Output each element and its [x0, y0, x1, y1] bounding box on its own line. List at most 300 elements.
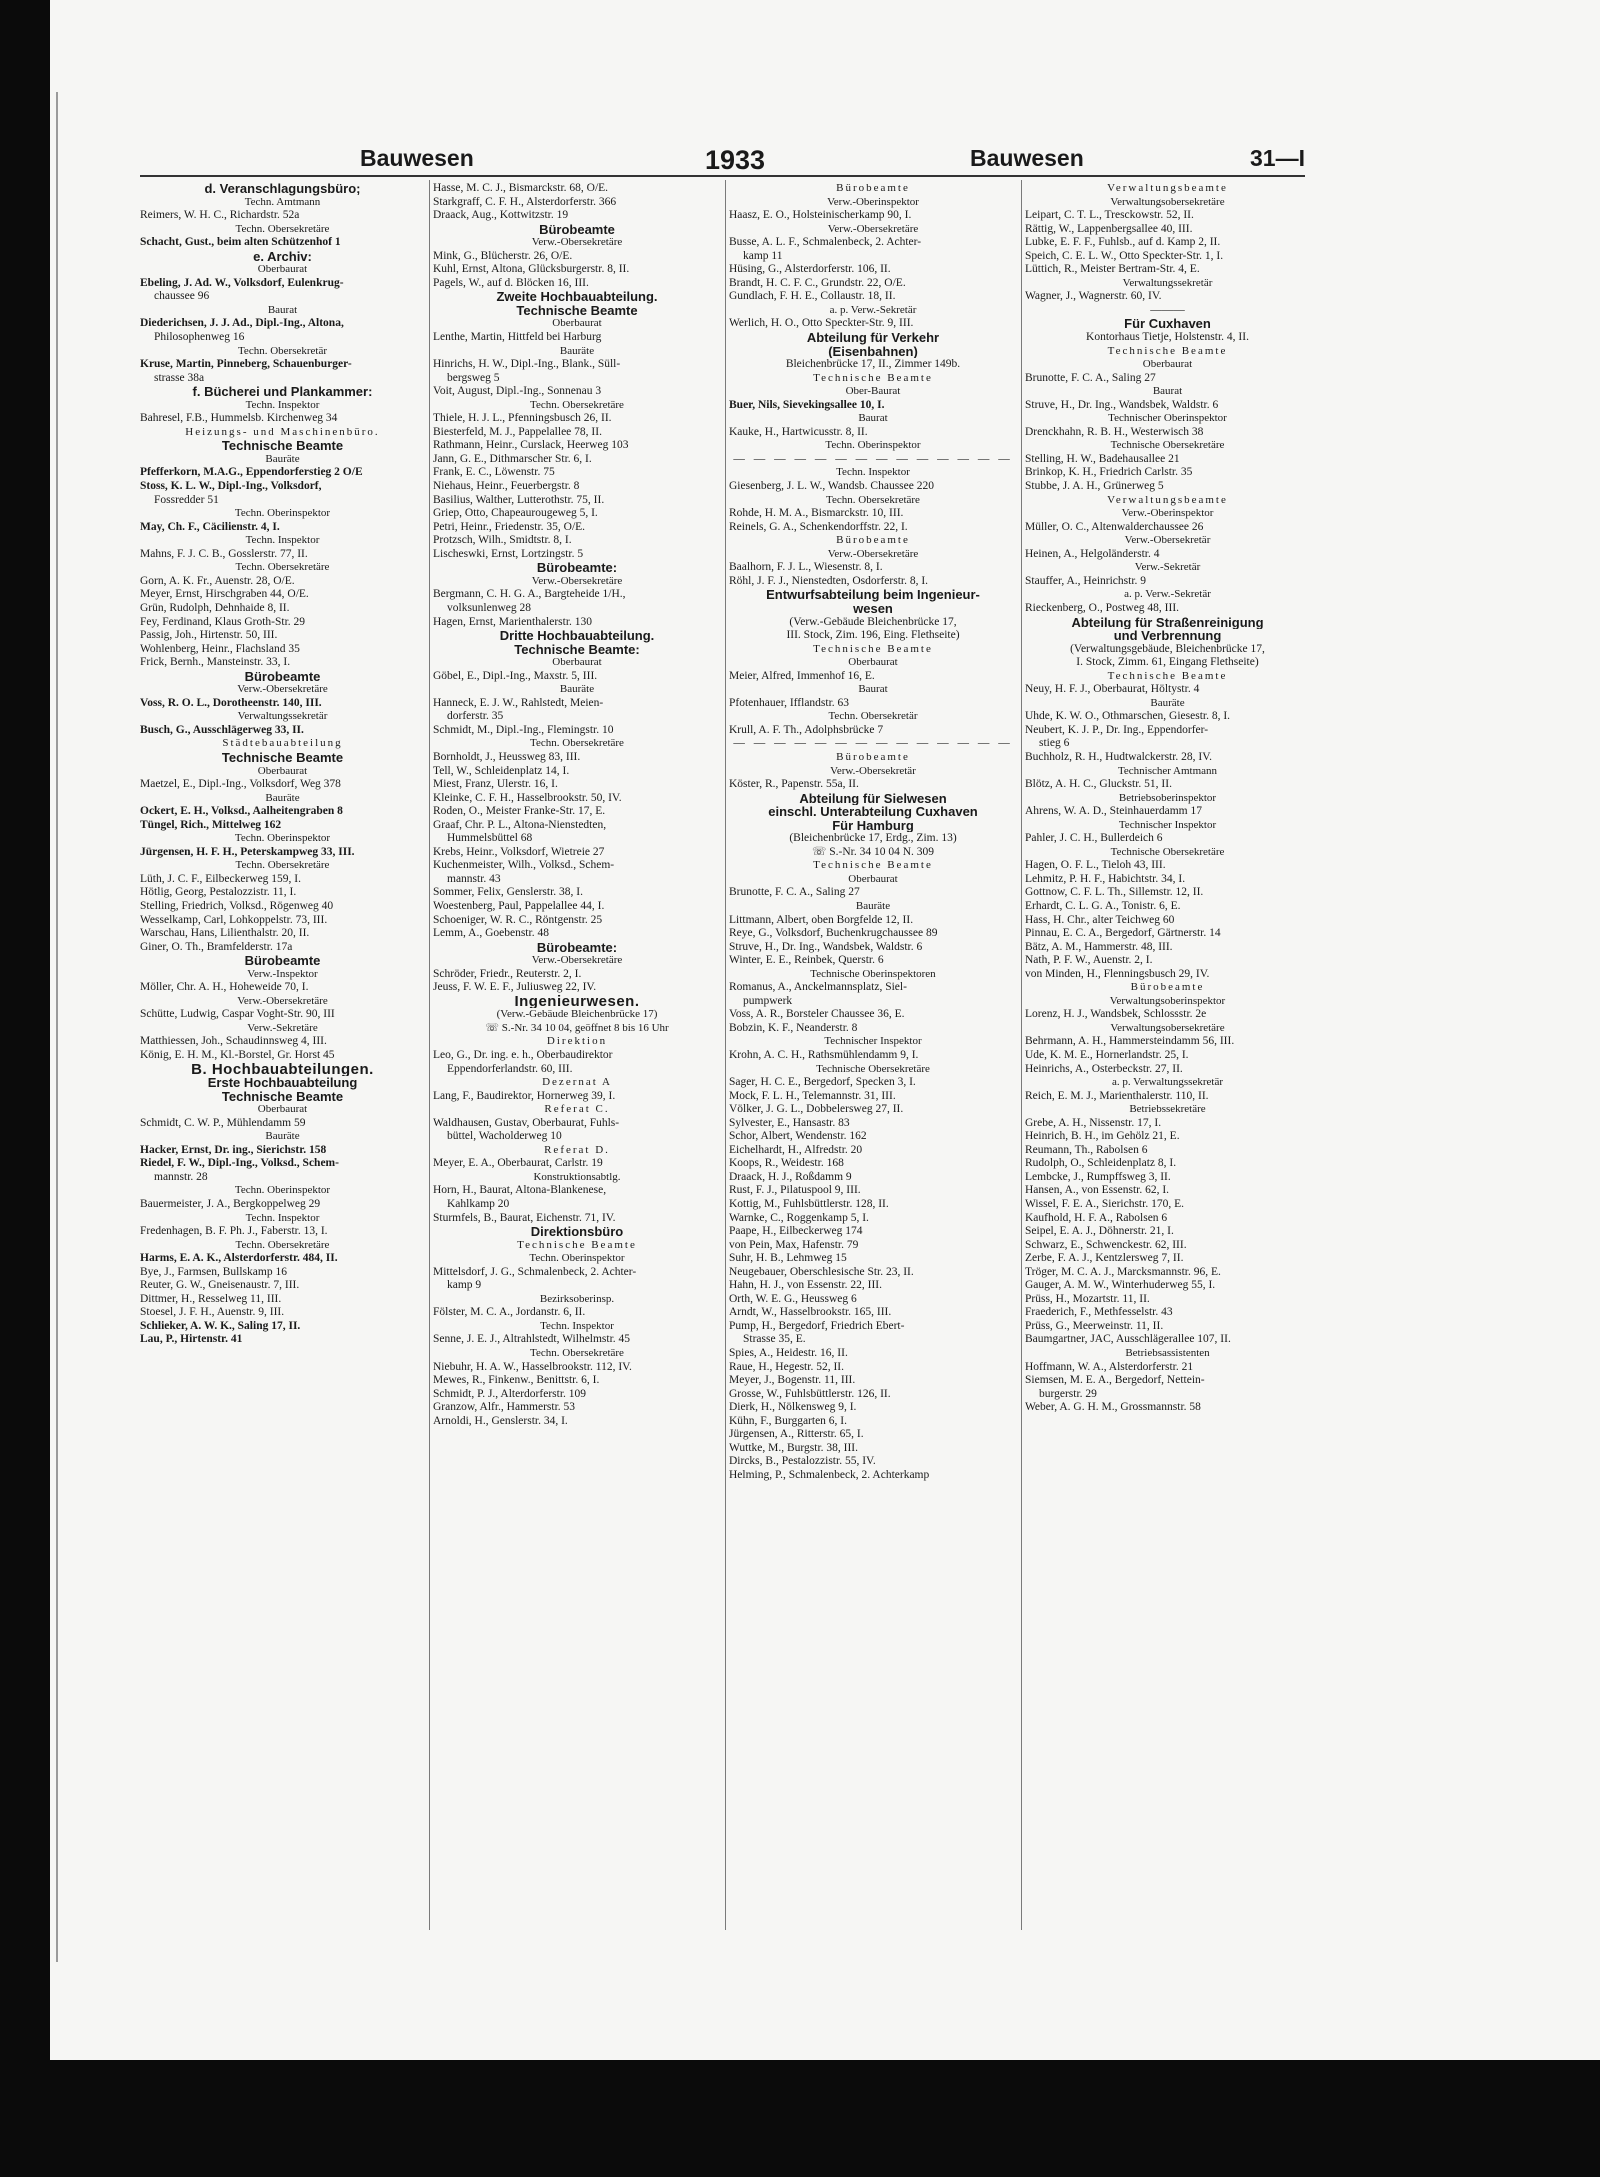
- directory-entry: Reimers, W. H. C., Richardstr. 52a: [140, 209, 300, 222]
- scan-border-bottom: [0, 2060, 1600, 2177]
- directory-entry: Winter, E. E., Reinbek, Querstr. 6: [729, 954, 884, 967]
- directory-entry: Wagner, J., Wagnerstr. 60, IV.: [1025, 290, 1162, 303]
- directory-entry: Lemm, A., Goebenstr. 48: [433, 927, 549, 940]
- directory-entry: Strasse 35, E.: [743, 1333, 806, 1346]
- directory-entry: Jeuss, F. W. E. F., Juliusweg 22, IV.: [433, 981, 597, 994]
- directory-entry: Leipart, C. T. L., Tresckowstr. 52, II.: [1025, 209, 1194, 222]
- rank-label: Bauräte: [265, 791, 300, 804]
- directory-entry: Basilius, Walther, Lutterothstr. 75, II.: [433, 493, 605, 506]
- directory-entry: Hansen, A., von Essenstr. 62, I.: [1025, 1184, 1170, 1197]
- directory-entry: Haasz, E. O., Holsteinischerkamp 90, I.: [729, 209, 912, 222]
- section-heading: Erste Hochbauabteilung: [207, 1076, 358, 1090]
- rank-label: Technische Obersekretäre: [1110, 845, 1225, 858]
- section-heading: Direktionsbüro: [530, 1225, 624, 1239]
- directory-entry: König, E. H. M., Kl.-Borstel, Gr. Horst 45: [140, 1049, 335, 1061]
- rank-label: Bürobeamte: [836, 182, 910, 194]
- directory-entry: Meyer, J., Bogenstr. 11, III.: [729, 1374, 856, 1387]
- directory-entry: Hanneck, E. J. W., Rahlstedt, Meien-: [433, 696, 604, 709]
- directory-entry: Raue, H., Hegestr. 52, II.: [729, 1360, 844, 1373]
- section-heading: und Verbrennung: [1113, 629, 1222, 643]
- section-heading: Technische Beamte: [221, 1089, 344, 1104]
- rank-label: Ober-Baurat: [845, 385, 901, 398]
- directory-entry: Krebs, Heinr., Volksdorf, Wietreie 27: [433, 845, 605, 858]
- directory-entry: Voss, A. R., Borsteler Chaussee 36, E.: [729, 1008, 905, 1021]
- directory-entry: Meier, Alfred, Immenhof 16, E.: [729, 669, 875, 682]
- directory-entry: Sommer, Felix, Genslerstr. 38, I.: [433, 886, 583, 899]
- directory-entry: Schwarz, E., Schwenckestr. 62, III.: [1025, 1238, 1187, 1251]
- directory-entry: Gundlach, F. H. E., Collaustr. 18, II.: [729, 290, 896, 303]
- directory-entry: Harms, E. A. K., Alsterdorferstr. 484, II.: [140, 1252, 338, 1265]
- directory-entry: Kaufhold, H. F. A., Rabolsen 6: [1025, 1211, 1168, 1224]
- directory-entry: Sylvester, E., Hansastr. 83: [729, 1116, 850, 1129]
- directory-entry: Lischeswki, Ernst, Lortzingstr. 5: [433, 547, 584, 560]
- directory-entry: Schoeniger, W. R. C., Röntgenstr. 25: [433, 913, 603, 926]
- rank-label: Konstruktionsabtlg.: [533, 1170, 621, 1183]
- directory-entry: Stauffer, A., Heinrichstr. 9: [1025, 574, 1147, 587]
- rank-label: Oberbaurat: [257, 263, 308, 276]
- directory-entry: Drenckhahn, R. B. H., Westerwisch 38: [1025, 425, 1204, 438]
- directory-entry: Bobzin, K. F., Neanderstr. 8: [729, 1021, 858, 1034]
- directory-entry: Hoffmann, W. A., Alsterdorferstr. 21: [1025, 1360, 1194, 1373]
- directory-entry: — — — — — — — — — — — — — —: [733, 737, 1013, 750]
- directory-entry: Lembcke, J., Rumpffsweg 3, II.: [1025, 1170, 1171, 1183]
- directory-entry: Ude, K. M. E., Hornerlandstr. 25, I.: [1025, 1049, 1189, 1061]
- rank-label: Verw.-Obersekretäre: [531, 574, 623, 587]
- directory-entry: Lüttich, R., Meister Bertram-Str. 4, E.: [1025, 263, 1200, 276]
- section-heading: Abteilung für Verkehr: [806, 331, 940, 345]
- rank-label: Bürobeamte: [1130, 981, 1205, 994]
- rank-label: Techn. Obersekretäre: [235, 859, 330, 872]
- directory-entry: Brandt, H. C. F. C., Grundstr. 22, O/E.: [729, 276, 906, 289]
- directory-entry: Kuhl, Ernst, Altona, Glücksburgerstr. 8, II.: [433, 263, 630, 276]
- rank-label: a. p. Verw.-Sekretär: [829, 303, 917, 316]
- directory-entry: chaussee 96: [154, 290, 210, 303]
- directory-entry: Stoss, K. L. W., Dipl.-Ing., Volksdorf,: [140, 480, 322, 493]
- rank-label: Techn. Obersekretäre: [235, 1238, 330, 1251]
- directory-entry: Rust, F. J., Pilatuspool 9, III.: [729, 1184, 861, 1197]
- rank-label: Techn. Oberinspektor: [234, 832, 331, 845]
- directory-entry: Brinkop, K. H., Friedrich Carlstr. 35: [1025, 466, 1193, 479]
- directory-entry: Kontorhaus Tietje, Holstenstr. 4, II.: [1086, 331, 1249, 344]
- section-heading: Für Cuxhaven: [1124, 317, 1211, 332]
- section-heading: einschl. Unterabteilung Cuxhaven: [768, 805, 978, 819]
- directory-entry: Protzsch, Wilh., Smidtstr. 8, I.: [433, 534, 572, 547]
- section-heading: f. Bücherei und Plankammer:: [192, 385, 373, 399]
- directory-entry: Heinrich, B. H., im Gehölz 21, E.: [1025, 1130, 1180, 1143]
- directory-entry: Meyer, Ernst, Hirschgraben 44, O/E.: [140, 588, 309, 601]
- directory-entry: Schor, Albert, Wendenstr. 162: [729, 1130, 867, 1143]
- section-heading: Entwurfsabteilung beim Ingenieur-: [766, 588, 980, 602]
- directory-entry: Wesselkamp, Carl, Lohkoppelstr. 73, III.: [140, 913, 328, 926]
- rank-label: Verw.-Obersekretär: [1124, 534, 1211, 547]
- directory-entry: Ebeling, J. Ad. W., Volksdorf, Eulenkrug-: [140, 276, 344, 289]
- directory-entry: Schmidt, C. W. P., Mühlendamm 59: [140, 1116, 306, 1129]
- rank-label: Techn. Obersekretär: [828, 710, 918, 723]
- directory-entry: Helming, P., Schmalenbeck, 2. Achterkamp: [729, 1468, 930, 1481]
- rank-label: Verw.-Obersekretäre: [237, 994, 328, 1007]
- rank-label: Bürobeamte: [836, 534, 910, 547]
- directory-entry: Hacker, Ernst, Dr. ing., Sierichstr. 158: [140, 1143, 327, 1156]
- rank-label: Technischer Oberinspektor: [1108, 412, 1227, 425]
- rank-label: Techn. Obersekretäre: [826, 493, 920, 506]
- rank-label: Städtebauabteilung: [222, 737, 343, 750]
- directory-entry: Draack, Aug., Kottwitzstr. 19: [433, 209, 569, 222]
- rank-label: Techn. Inspektor: [836, 466, 910, 479]
- directory-entry: kamp 11: [743, 249, 783, 262]
- column-divider: [1021, 180, 1022, 1930]
- rank-label: Technische Beamte: [1107, 344, 1228, 357]
- header-right-title: Bauwesen: [970, 145, 1084, 171]
- directory-entry: Fredenhagen, B. F. Ph. J., Faberstr. 13, I.: [140, 1225, 328, 1238]
- section-heading: Für Hamburg: [832, 818, 914, 833]
- directory-entry: Petri, Heinr., Friedenstr. 35, O/E.: [433, 520, 586, 533]
- directory-entry: Voit, August, Dipl.-Ing., Sonnenau 3: [433, 385, 602, 398]
- directory-entry: Pahler, J. C. H., Bullerdeich 6: [1025, 832, 1163, 845]
- rank-label: Referat C.: [544, 1103, 610, 1116]
- directory-entry: Hahn, H. J., von Essenstr. 22, III.: [729, 1279, 882, 1292]
- directory-entry: Prüss, H., Mozartstr. 11, II.: [1025, 1292, 1150, 1305]
- section-heading: Abteilung für Straßenreinigung: [1071, 615, 1264, 630]
- directory-entry: Hummelsbüttel 68: [447, 832, 533, 845]
- rank-label: Direktion: [546, 1035, 608, 1048]
- rank-label: ☏ S.-Nr. 34 10 04, geöffnet 8 bis 16 Uhr: [485, 1021, 669, 1034]
- directory-entry: Erhardt, C. L. G. A., Tonistr. 6, E.: [1025, 899, 1181, 912]
- directory-entry: Möller, Chr. A. H., Hoheweide 70, I.: [140, 981, 309, 994]
- section-heading: Bürobeamte: [244, 954, 321, 968]
- rank-label: Betriebsassistenten: [1125, 1347, 1210, 1360]
- directory-entry: Grosse, W., Fuhlsbüttlerstr. 126, II.: [729, 1387, 891, 1400]
- directory-entry: Bleichenbrücke 17, II., Zimmer 149b.: [785, 358, 961, 371]
- directory-entry: Rohde, H. M. A., Bismarckstr. 10, III.: [729, 507, 904, 520]
- column-4: [1025, 182, 1310, 1927]
- directory-entry: Hötlig, Georg, Pestalozzistr. 11, I.: [140, 886, 297, 899]
- directory-entry: Bätz, A. M., Hammerstr. 48, III.: [1025, 940, 1173, 953]
- rank-label: Verwaltungssekretär: [1122, 276, 1213, 289]
- directory-entry: Reinels, G. A., Schenkendorffstr. 22, I.: [729, 520, 908, 533]
- section-heading: Bürobeamte:: [536, 940, 618, 955]
- directory-entry: Lehmitz, P. H. F., Habichtstr. 34, I.: [1025, 872, 1186, 885]
- rank-label: a. p. Verwaltungssekretär: [1112, 1076, 1223, 1089]
- rank-label: Oberbaurat: [257, 764, 308, 777]
- directory-entry: Diederichsen, J. J. Ad., Dipl.-Ing., Altona,: [140, 317, 344, 330]
- rank-label: Techn. Oberinspektor: [529, 1252, 625, 1265]
- directory-entry: Stelling, H. W., Badehausallee 21: [1025, 452, 1180, 465]
- rank-label: Betriebsoberinspektor: [1118, 791, 1217, 804]
- directory-entry: Sager, H. C. E., Bergedorf, Specken 3, I.: [729, 1076, 916, 1089]
- rank-label: Techn. Obersekretäre: [235, 561, 330, 574]
- rank-label: Verw.-Obersekretäre: [237, 683, 328, 696]
- rank-label: Heizungs- und Maschinenbüro.: [185, 425, 380, 438]
- directory-entry: volksunlenweg 28: [447, 601, 532, 614]
- directory-entry: Busch, G., Ausschlägerweg 33, II.: [140, 723, 304, 736]
- header-left-title: Bauwesen: [360, 145, 474, 171]
- rank-label: Techn. Amtmann: [244, 195, 321, 208]
- rank-label: Techn. Oberinspektor: [234, 507, 331, 520]
- directory-entry: Riedel, F. W., Dipl.-Ing., Volksd., Schem-: [140, 1157, 339, 1170]
- column-3: [729, 182, 1017, 1927]
- rank-label: Verwaltungsobersekretäre: [1110, 195, 1225, 208]
- directory-entry: Prüss, G., Meerweinstr. 11, II.: [1025, 1319, 1164, 1332]
- directory-entry: ☏ S.-Nr. 34 10 04 N. 309: [811, 845, 935, 858]
- directory-entry: Hasse, M. C. J., Bismarckstr. 68, O/E.: [433, 182, 609, 194]
- directory-entry: Wissel, F. E. A., Sierichstr. 170, E.: [1025, 1198, 1184, 1211]
- rank-label: Technische Beamte: [517, 1238, 637, 1251]
- directory-entry: Buer, Nils, Sievekingsallee 10, I.: [729, 398, 885, 411]
- rank-label: Baurat: [267, 303, 298, 316]
- directory-entry: Passig, Joh., Hirtenstr. 50, III.: [140, 629, 278, 642]
- directory-entry: Lorenz, H. J., Wandsbek, Schlossstr. 2e: [1025, 1008, 1207, 1021]
- directory-entry: Mock, F. L. H., Telemannstr. 31, III.: [729, 1089, 896, 1102]
- directory-entry: Spies, A., Heidestr. 16, II.: [729, 1347, 848, 1360]
- rank-label: Verw.-Sekretäre: [247, 1021, 318, 1034]
- directory-entry: Müller, O. C., Altenwalderchaussee 26: [1025, 520, 1204, 533]
- rank-label: Bauräte: [1150, 696, 1185, 709]
- directory-entry: Wohlenberg, Heinr., Flachsland 35: [140, 642, 300, 655]
- directory-entry: Orth, W. E. G., Heussweg 6: [729, 1292, 857, 1305]
- directory-entry: (Verwaltungsgebäude, Bleichenbrücke 17,: [1070, 642, 1265, 655]
- directory-entry: Tröger, M. C. A. J., Marcksmannstr. 96, E.: [1025, 1265, 1221, 1278]
- directory-entry: Kruse, Martin, Pinneberg, Schauenburger-: [140, 358, 352, 371]
- directory-entry: Brunotte, F. C. A., Saling 27: [729, 886, 860, 899]
- directory-entry: Frank, E. C., Löwenstr. 75: [433, 466, 555, 479]
- rank-label: Verw.-Obersekretäre: [531, 236, 623, 249]
- rank-label: Technische Beamte: [1107, 669, 1228, 682]
- directory-entry: Reumann, Th., Rabolsen 6: [1025, 1143, 1148, 1156]
- section-heading: B. Hochbauabteilungen.: [191, 1062, 374, 1077]
- directory-entry: Matthiessen, Joh., Schaudinnsweg 4, III.: [140, 1035, 327, 1048]
- directory-entry: Maetzel, E., Dipl.-Ing., Volksdorf, Weg 378: [140, 778, 341, 791]
- scan-border-left: [0, 0, 50, 2060]
- directory-entry: Thiele, H. J. L., Pfenningsbusch 26, II.: [433, 412, 612, 425]
- rank-label: Baurat: [858, 683, 888, 696]
- directory-entry: Stoesel, J. F. H., Auenstr. 9, III.: [140, 1306, 285, 1319]
- section-heading: Bürobeamte: [539, 222, 615, 237]
- directory-entry: Pfotenhauer, Ifflandstr. 63: [729, 696, 850, 709]
- directory-entry: Reuter, G. W., Gneisenaustr. 7, III.: [140, 1279, 300, 1292]
- directory-entry: Gorn, A. K. Fr., Auenstr. 28, O/E.: [140, 574, 295, 587]
- directory-entry: Roden, O., Meister Franke-Str. 17, E.: [433, 805, 606, 818]
- directory-entry: Voss, R. O. L., Dorotheenstr. 140, III.: [140, 696, 322, 709]
- rank-label: Techn. Obersekretäre: [530, 737, 624, 750]
- directory-entry: Dircks, B., Pestalozzistr. 55, IV.: [729, 1455, 876, 1468]
- rank-label: Bauräte: [559, 683, 595, 696]
- rank-label: Technische Obersekretäre: [1110, 439, 1225, 452]
- rank-label: Oberbaurat: [848, 872, 898, 885]
- directory-entry: Bornholdt, J., Heussweg 83, III.: [433, 750, 581, 763]
- directory-entry: Griep, Otto, Chapeaurougeweg 5, I.: [433, 507, 598, 520]
- directory-entry: Brunotte, F. C. A., Saling 27: [1025, 371, 1156, 384]
- rank-label: Verwaltungsbeamte: [1107, 182, 1228, 194]
- rank-label: Verw.-Obersekretär: [830, 764, 916, 777]
- running-header: [140, 145, 1305, 177]
- directory-entry: Rieckenberg, O., Postweg 48, III.: [1025, 601, 1180, 614]
- section-heading: Bürobeamte: [244, 669, 321, 684]
- rank-label: Technische Beamte: [813, 371, 933, 384]
- directory-entry: Paape, H., Eilbeckerweg 174: [729, 1225, 863, 1238]
- rank-label: Technische Beamte: [813, 859, 933, 872]
- directory-entry: Köster, R., Papenstr. 55a, II.: [729, 778, 859, 791]
- rank-label: Verw.-Oberinspektor: [1121, 507, 1214, 520]
- directory-entry: pumpwerk: [743, 994, 793, 1007]
- directory-entry: burgerstr. 29: [1039, 1387, 1097, 1400]
- directory-entry: Zerbe, F. A. J., Kentzlersweg 7, II.: [1025, 1252, 1184, 1265]
- rank-label: Verwaltungsoberinspektor: [1109, 994, 1226, 1007]
- directory-entry: — — — — — — — — — — — — — —: [733, 452, 1013, 465]
- directory-entry: Warnke, C., Roggenkamp 5, I.: [729, 1211, 869, 1224]
- rank-label: Techn. Oberinspektor: [234, 1184, 331, 1197]
- directory-entry: Sturmfels, B., Baurat, Eichenstr. 71, IV.: [433, 1211, 616, 1224]
- directory-entry: Göbel, E., Dipl.-Ing., Maxstr. 5, III.: [433, 669, 598, 682]
- directory-entry: Krull, A. F. Th., Adolphsbrücke 7: [729, 723, 884, 736]
- directory-entry: III. Stock, Zim. 196, Eing. Flethseite): [786, 629, 960, 642]
- directory-entry: Werlich, H. O., Otto Speckter-Str. 9, III.: [729, 317, 914, 330]
- directory-entry: Arnoldi, H., Genslerstr. 34, I.: [433, 1414, 568, 1427]
- directory-entry: Lenthe, Martin, Hittfeld bei Harburg: [433, 331, 602, 344]
- directory-entry: Behrmann, A. H., Hammersteindamm 56, III.: [1025, 1035, 1235, 1048]
- directory-entry: Graaf, Chr. P. L., Altona-Nienstedten,: [433, 818, 607, 831]
- directory-entry: Baalhorn, F. J. L., Wiesenstr. 8, I.: [729, 561, 883, 574]
- directory-entry: Schlieker, A. W. K., Saling 17, II.: [140, 1319, 301, 1332]
- rank-label: Technische Oberinspektoren: [810, 967, 936, 980]
- directory-entry: Warschau, Hans, Lilienthalstr. 20, II.: [140, 927, 310, 940]
- directory-entry: Granzow, Alfr., Hammerstr. 53: [433, 1401, 576, 1414]
- directory-entry: Krohn, A. C. H., Rathsmühlendamm 9, I.: [729, 1049, 919, 1061]
- directory-entry: Suhr, H. B., Lehmweg 15: [729, 1252, 847, 1265]
- directory-entry: Hass, H. Chr., alter Teichweg 60: [1025, 913, 1175, 926]
- directory-entry: Ahrens, W. A. D., Steinhauerdamm 17: [1025, 805, 1202, 818]
- directory-entry: Wuttke, M., Burgstr. 38, III.: [729, 1441, 859, 1454]
- directory-entry: Grebe, A. H., Nissenstr. 17, I.: [1025, 1116, 1162, 1129]
- directory-entry: Dierk, H., Nölkensweg 9, I.: [729, 1401, 857, 1414]
- directory-entry: Jann, G. E., Dithmarscher Str. 6, I.: [433, 452, 592, 465]
- directory-entry: Romanus, A., Anckelmannsplatz, Siel-: [729, 981, 907, 994]
- directory-entry: Kuchenmeister, Wilh., Volksd., Schem-: [433, 859, 615, 872]
- directory-entry: Mewes, R., Finkenw., Benittstr. 6, I.: [433, 1374, 600, 1387]
- section-heading: Zweite Hochbauabteilung.: [496, 290, 658, 304]
- section-heading: wesen: [853, 601, 893, 616]
- directory-entry: Hinrichs, H. W., Dipl.-Ing., Blank., Süll-: [433, 358, 621, 371]
- section-heading: Technische Beamte: [221, 750, 344, 765]
- page-number: 31—I: [1250, 145, 1305, 171]
- directory-entry: ———: [1150, 303, 1185, 316]
- rank-label: Techn. Inspektor: [245, 1211, 320, 1224]
- directory-entry: Bahresel, F.B., Hummelsb. Kirchenweg 34: [140, 412, 338, 425]
- section-heading: Technische Beamte: [221, 439, 344, 453]
- rank-label: Verw.-Obersekretäre: [531, 954, 623, 967]
- rank-label: Bürobeamte: [836, 750, 910, 763]
- rank-label: Techn. Obersekretäre: [235, 222, 330, 235]
- directory-entry: Hagen, O. F. L., Tieloh 43, III.: [1025, 859, 1166, 872]
- directory-entry: Kleinke, C. F. H., Hasselbrookstr. 50, IV.: [433, 791, 622, 804]
- directory-entry: Fey, Ferdinand, Klaus Groth-Str. 29: [140, 615, 306, 628]
- directory-entry: Senne, J. E. J., Altrahlstedt, Wilhelmstr. 45: [433, 1333, 631, 1346]
- directory-entry: Biesterfeld, M. J., Pappelallee 78, II.: [433, 425, 602, 438]
- directory-entry: Baumgartner, JAC, Ausschlägerallee 107, II.: [1025, 1333, 1231, 1346]
- directory-entry: Neuy, H. F. J., Oberbaurat, Höltystr. 4: [1025, 683, 1200, 696]
- directory-entry: Heinrichs, A., Osterbeckstr. 27, II.: [1025, 1062, 1183, 1075]
- rank-label: Bauräte: [559, 344, 595, 357]
- rank-label: Bauräte: [265, 1130, 300, 1143]
- rank-label: Techn. Inspektor: [245, 398, 320, 411]
- directory-entry: Miest, Franz, Ulerstr. 16, I.: [433, 778, 558, 791]
- directory-entry: büttel, Wacholderweg 10: [447, 1130, 562, 1143]
- directory-entry: Jürgensen, A., Ritterstr. 65, I.: [729, 1428, 864, 1441]
- section-heading: d. Veranschlagungsbüro;: [204, 182, 361, 196]
- rank-label: Verw.-Obersekretäre: [827, 547, 919, 560]
- rank-label: Bauräte: [265, 452, 300, 465]
- directory-entry: bergsweg 5: [447, 371, 500, 384]
- directory-entry: Niebuhr, H. A. W., Hasselbrookstr. 112, IV.: [433, 1360, 632, 1373]
- rank-label: Verw.-Obersekretäre: [827, 222, 919, 235]
- column-divider: [725, 180, 726, 1930]
- directory-entry: Woestenberg, Paul, Pappelallee 44, I.: [433, 899, 605, 912]
- directory-entry: von Minden, H., Flenningsbusch 29, IV.: [1025, 967, 1210, 980]
- directory-entry: Rathmann, Heinr., Curslack, Heerweg 103: [433, 439, 629, 452]
- directory-entry: Tell, W., Schleidenplatz 14, I.: [433, 764, 570, 777]
- directory-entry: von Pein, Max, Hafenstr. 79: [729, 1238, 859, 1251]
- directory-entry: Neubert, K. J. P., Dr. Ing., Eppendorfer-: [1025, 723, 1209, 736]
- directory-entry: Horn, H., Baurat, Altona-Blankenese,: [433, 1184, 607, 1197]
- directory-entry: strasse 38a: [154, 371, 205, 384]
- directory-entry: Struve, H., Dr. Ing., Wandsbek, Waldstr. 6: [729, 940, 923, 953]
- section-heading: Dritte Hochbauabteilung.: [499, 629, 655, 643]
- rank-label: Verwaltungssekretär: [237, 710, 328, 723]
- rank-label: Oberbaurat: [1142, 358, 1193, 371]
- directory-entry: Stelling, Friedrich, Volksd., Rögenweg 40: [140, 899, 334, 912]
- directory-entry: Meyer, E. A., Oberbaurat, Carlstr. 19: [433, 1157, 603, 1170]
- directory-entry: Waldhausen, Gustav, Oberbaurat, Fuhls-: [433, 1116, 620, 1129]
- header-year: 1933: [705, 145, 766, 175]
- directory-entry: Gauger, A. M. W., Winterhuderweg 55, I.: [1025, 1279, 1216, 1292]
- rank-label: (Verw.-Gebäude Bleichenbrücke 17): [496, 1008, 658, 1021]
- rank-label: Techn. Inspektor: [540, 1319, 614, 1332]
- directory-entry: Grün, Rudolph, Dehnhaide 8, II.: [140, 601, 290, 614]
- rank-label: Bauräte: [855, 899, 891, 912]
- rank-label: Techn. Obersekretäre: [530, 1347, 624, 1360]
- directory-entry: Reich, E. M. J., Marienthalerstr. 110, II.: [1025, 1089, 1209, 1102]
- directory-entry: Giesenberg, J. L. W., Wandsb. Chaussee 220: [729, 480, 934, 493]
- rank-label: Technische Obersekretäre: [816, 1062, 930, 1075]
- directory-entry: Mittelsdorf, J. G., Schmalenbeck, 2. Achter-: [433, 1265, 637, 1278]
- directory-entry: Mahns, F. J. C. B., Gosslerstr. 77, II.: [140, 547, 308, 560]
- directory-entry: Pfefferkorn, M.A.G., Eppendorferstieg 2 O/E: [140, 466, 363, 479]
- directory-entry: Fraederich, F., Methfesselstr. 43: [1025, 1306, 1173, 1319]
- directory-entry: Schütte, Ludwig, Caspar Voght-Str. 90, III: [140, 1008, 335, 1021]
- directory-entry: Pagels, W., auf d. Blöcken 16, III.: [433, 276, 589, 289]
- directory-entry: kamp 9: [447, 1279, 482, 1292]
- directory-entry: Siemsen, M. E. A., Bergedorf, Nettein-: [1025, 1374, 1205, 1387]
- directory-entry: Ockert, E. H., Volksd., Aalheitengraben 8: [140, 805, 343, 818]
- directory-entry: Fossredder 51: [154, 493, 219, 506]
- directory-entry: Busse, A. L. F., Schmalenbeck, 2. Achter-: [729, 236, 922, 249]
- rank-label: Referat D.: [544, 1143, 610, 1156]
- rank-label: Verw.-Sekretär: [1134, 561, 1201, 574]
- directory-entry: Dittmer, H., Resselweg 11, III.: [140, 1292, 282, 1305]
- directory-entry: Pinnau, E. C. A., Bergedorf, Gärtnerstr. 14: [1025, 927, 1221, 940]
- rank-label: Technische Beamte: [813, 642, 933, 655]
- rank-label: Oberbaurat: [552, 656, 602, 669]
- directory-entry: mannstr. 28: [154, 1170, 208, 1183]
- directory-entry: Eppendorferlandstr. 60, III.: [447, 1062, 573, 1075]
- rank-label: Verwaltungsbeamte: [1107, 493, 1228, 506]
- directory-entry: Koops, R., Weidestr. 168: [729, 1157, 844, 1170]
- directory-entry: Jürgensen, H. F. H., Peterskampweg 33, III.: [140, 845, 355, 858]
- directory-entry: Kühn, F., Burggarten 6, I.: [729, 1414, 848, 1427]
- directory-entry: Rättig, W., Lappenbergsallee 40, III.: [1025, 222, 1193, 235]
- directory-entry: Lüth, J. C. F., Eilbeckerweg 159, I.: [140, 872, 302, 885]
- directory-entry: Mink, G., Blücherstr. 26, O/E.: [433, 249, 573, 262]
- directory-entry: Struve, H., Dr. Ing., Wandsbek, Waldstr. 6: [1025, 398, 1219, 411]
